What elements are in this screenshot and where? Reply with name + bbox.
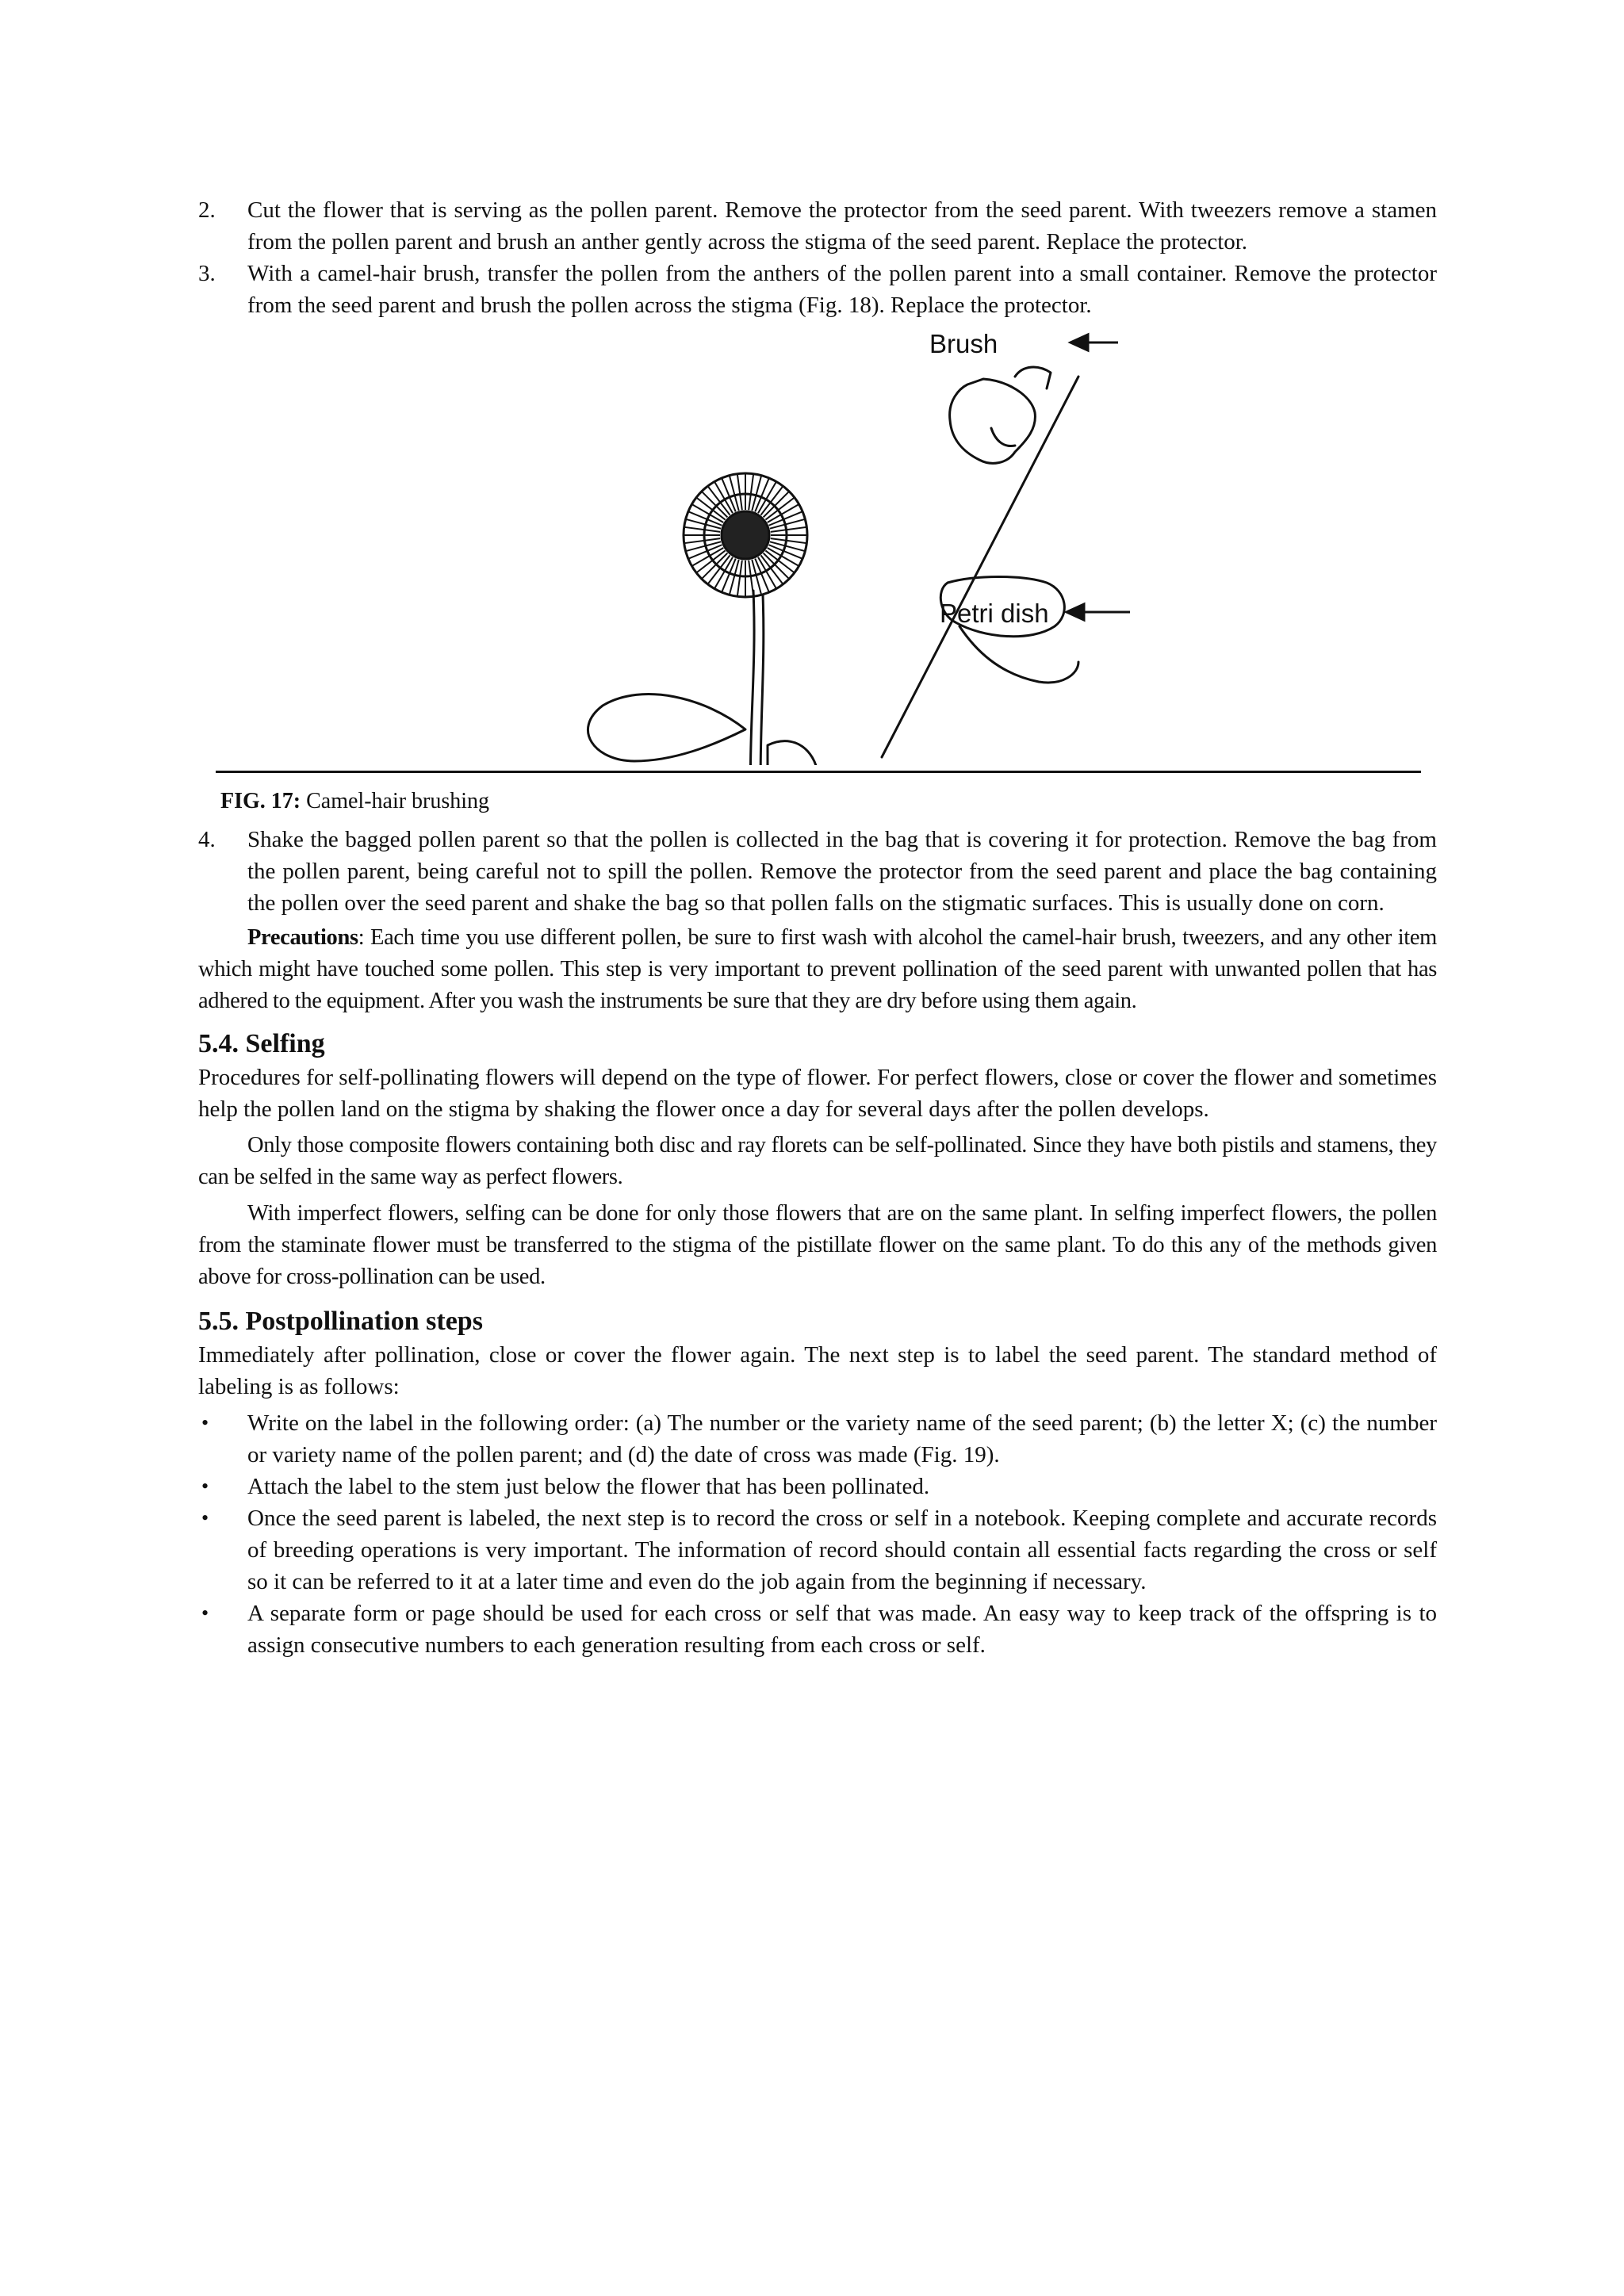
precautions-text: : Each time you use different pollen, be sure to first wash with alcohol the camel-hair brush, tweezers, and any other item which might have touched some pollen. This step is very important to prevent pollination of the seed parent with unwanted pollen that has adhered to the equipment. After you wash the instruments be sure that they are dry before using them again.	[198, 925, 1437, 1013]
bullet-icon: •	[201, 1601, 209, 1624]
leaf-icon	[768, 741, 818, 765]
ray-floret	[737, 474, 742, 511]
leaf-icon	[588, 695, 745, 761]
bullet-item	[198, 1407, 1437, 1471]
ray-floret	[730, 560, 739, 595]
camel-hair-brushing-illustration	[198, 321, 1437, 765]
list-item-2	[198, 194, 1437, 258]
ray-floret	[771, 527, 807, 532]
selfing-paragraph-1: Procedures for self-pollinating flowers will depend on the type of flower. For perfect flowers, close or cover the flower and sometimes help the pollen land on the stigma by shaking the flower once a day for several days after the pollen develops.	[198, 1065, 1437, 1122]
precautions-paragraph	[198, 922, 1437, 1017]
list-item-3	[198, 258, 1437, 321]
bullet-icon: •	[201, 1475, 209, 1498]
list-number: 3.	[198, 261, 216, 286]
ray-floret	[752, 476, 761, 511]
list-number: 2.	[198, 197, 216, 223]
ray-floret	[749, 474, 753, 511]
selfing-paragraph-3: With imperfect flowers, selfing can be done for only those flowers that are on the same plant. In selfing imperfect flowers, the pollen from the staminate flower must be transferred to the stigma of the pistillate flower on the same plant. To do this any of the methods given above for cross-pollination can be used.	[198, 1201, 1437, 1289]
bullet-text: Once the seed parent is labeled, the next step is to record the cross or self in a notebook. Keeping complete and accurate records of breeding operations is very important. The information of record should contain all essential facts regarding the cross or self so it can be referred to it at a later time and even do the job again from the beginning if necessary.	[247, 1506, 1437, 1594]
bullet-item	[198, 1471, 1437, 1502]
selfing-paragraph-2: Only those composite flowers containing both disc and ray florets can be self-pollinated. Since they have both pistils and stamens, they can be selfed in the same way as perfect flowers.	[198, 1133, 1437, 1189]
ray-floret	[684, 538, 721, 543]
figure-rule	[216, 771, 1421, 773]
list-item-text: Shake the bagged pollen parent so that the pollen is collected in the bag that is covering it for protection. Remove the bag from the pollen parent, being careful not to spill the pollen. Remove the protector from the seed parent and place the bag containing the pollen over the seed parent and shake the bag so that pollen falls on the stigmatic surfaces. This is usually done on corn.	[247, 827, 1437, 916]
bullet-text: A separate form or page should be used for each cross or self that was made. An easy way to keep track of the offspring is to assign consecutive numbers to each generation resulting from each cross or self.	[247, 1601, 1437, 1658]
bullet-item	[198, 1502, 1437, 1598]
hand-icon	[950, 379, 1036, 463]
ray-floret	[686, 519, 721, 529]
list-item-4	[198, 824, 1437, 919]
bullet-text: Write on the label in the following order: (a) The number or the variety name of the seed parent; (b) the letter X; (c) the number or variety name of the pollen parent; and (d) the date of cross was made (Fig. 19).	[247, 1410, 1437, 1468]
list-number: 4.	[198, 827, 216, 852]
figure-17	[198, 321, 1437, 781]
ray-floret	[684, 527, 721, 532]
section-heading-selfing: 5.4. Selfing	[198, 1029, 325, 1058]
figure-number: FIG. 17:	[220, 789, 301, 813]
list-item-text: Cut the flower that is serving as the pollen parent. Remove the protector from the seed parent. With tweezers remove a stamen from the pollen parent and brush an anther gently across the stigma of the seed parent. Replace the protector.	[247, 197, 1437, 254]
document-page	[198, 194, 1437, 1661]
postpollination-intro: Immediately after pollination, close or cover the flower again. The next step is to label the seed parent. The standard method of labeling is as follows:	[198, 1342, 1437, 1399]
hand-icon	[959, 626, 1078, 683]
ray-floret	[686, 541, 721, 551]
ray-floret	[770, 541, 805, 551]
ray-floret	[770, 519, 805, 529]
ray-floret	[737, 561, 742, 597]
figure-caption-text: Camel-hair brushing	[306, 789, 490, 813]
list-item-text: With a camel-hair brush, transfer the pollen from the anthers of the pollen parent into a small container. Remove the protector from the seed parent and brush the pollen across the stigma (Fig. 18). Replace the protector.	[247, 261, 1437, 318]
figure-caption	[220, 787, 1437, 816]
ray-floret	[730, 476, 739, 511]
petri-dish-label: Petri dish	[940, 599, 1049, 628]
bullet-icon: •	[201, 1411, 209, 1434]
brush-label: Brush	[929, 329, 998, 358]
bullet-item	[198, 1598, 1437, 1661]
bullet-text: Attach the label to the stem just below the flower that has been pollinated.	[247, 1474, 930, 1499]
brush-icon	[882, 377, 1078, 757]
ray-floret	[749, 561, 753, 597]
bullet-icon: •	[201, 1506, 209, 1529]
ray-floret	[771, 538, 807, 543]
section-heading-postpollination: 5.5. Postpollination steps	[198, 1307, 483, 1336]
precautions-lead: Precautions	[247, 925, 358, 950]
